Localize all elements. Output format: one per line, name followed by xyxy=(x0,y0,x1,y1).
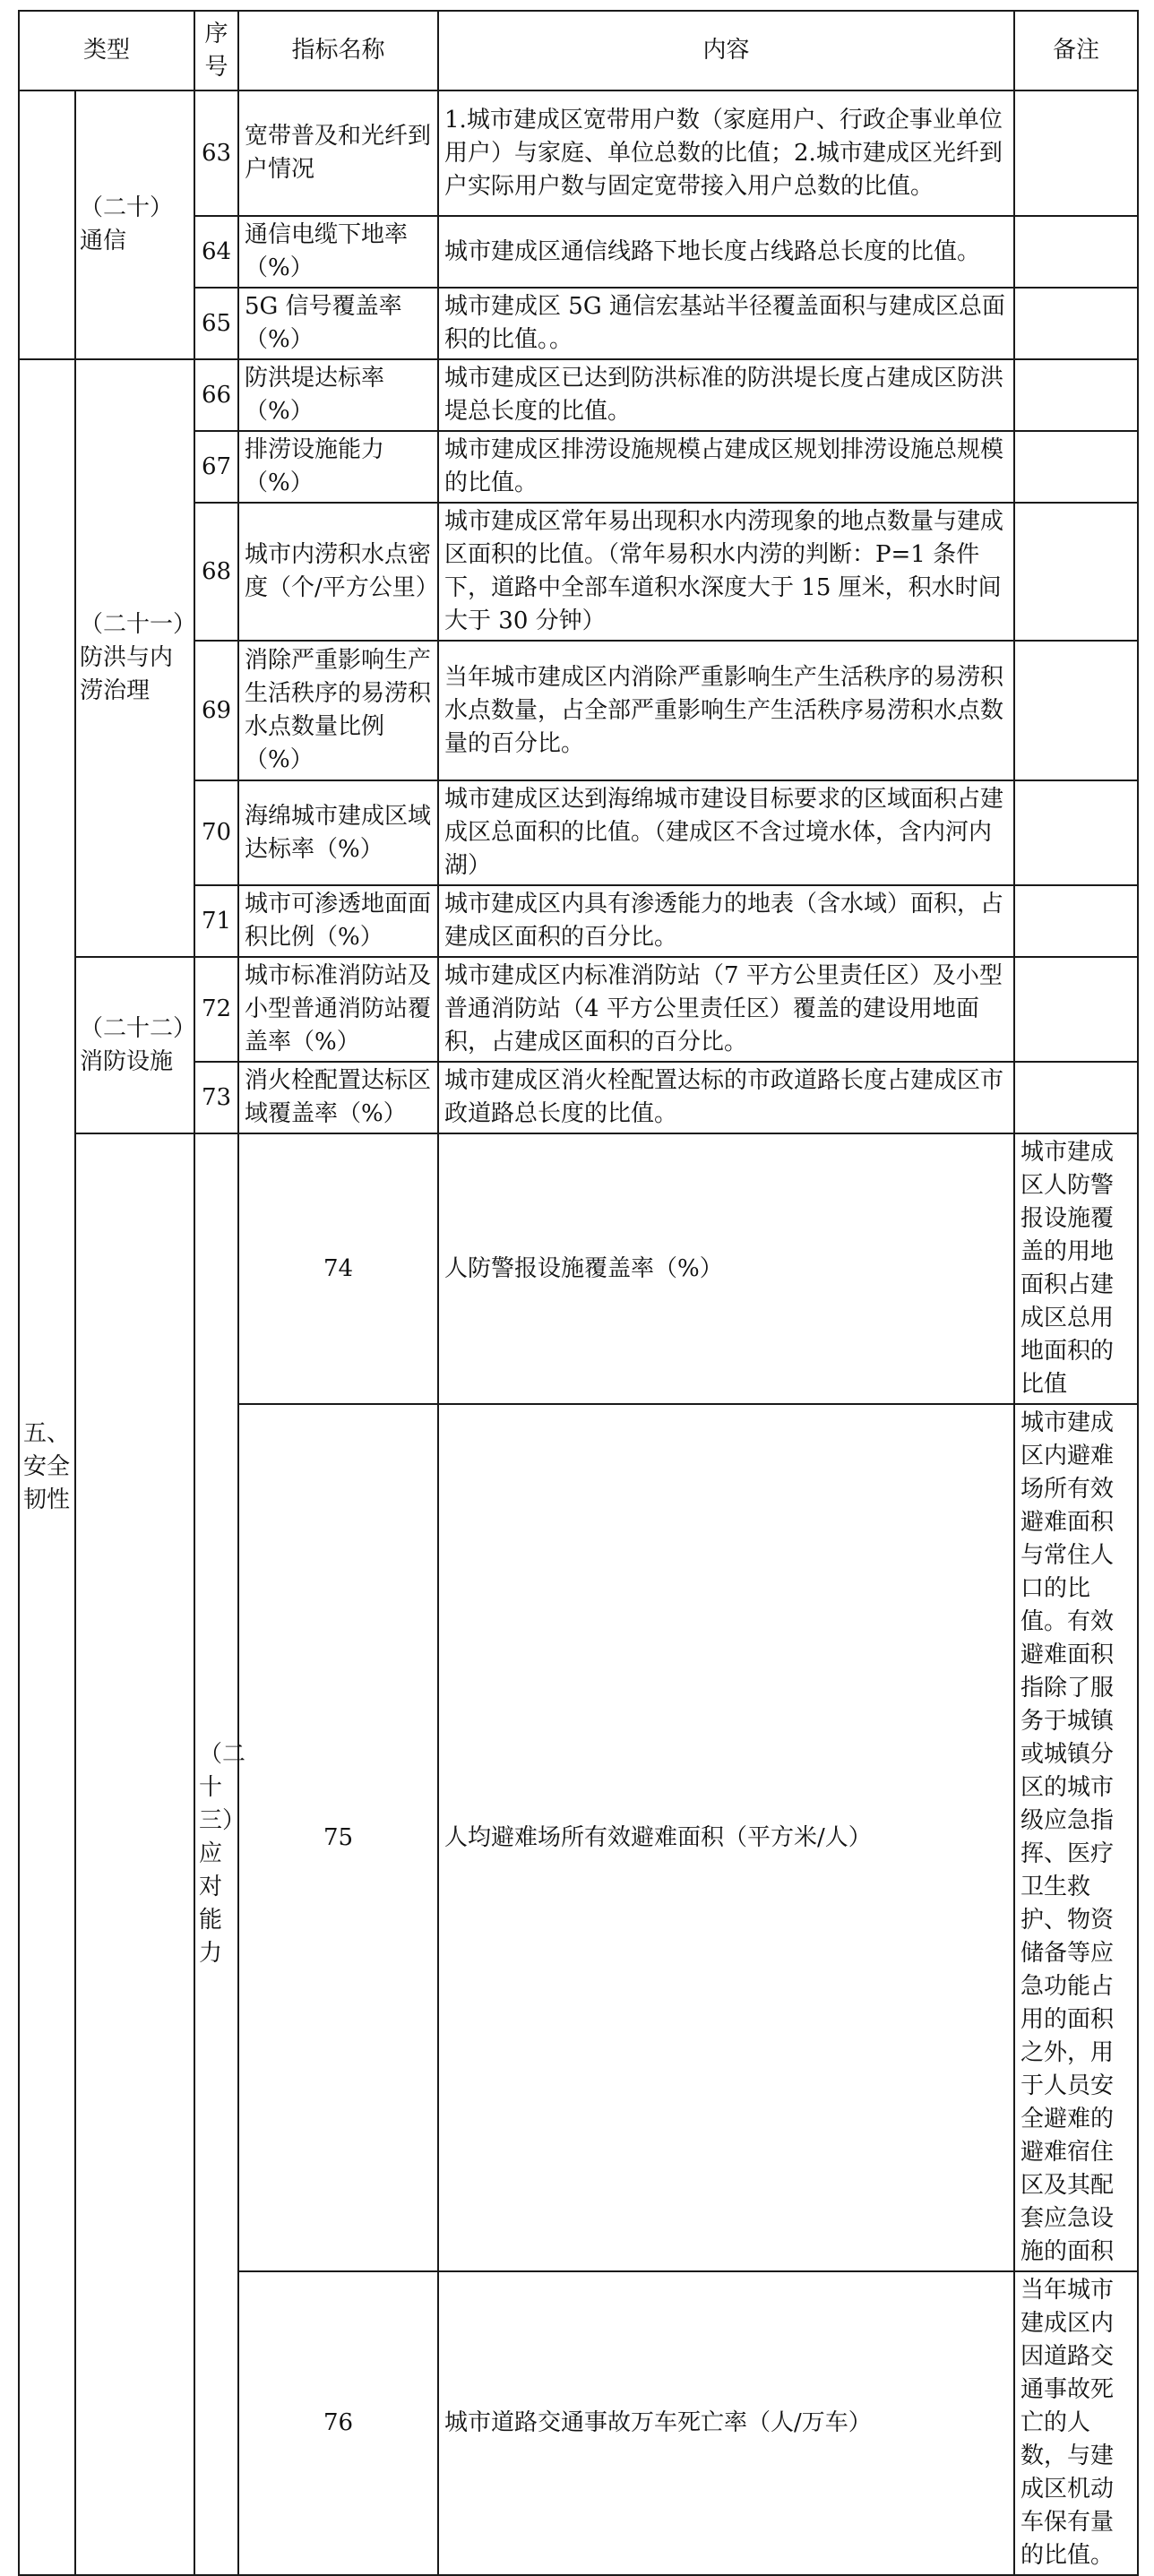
content-cell: 城市建成区通信线路下地长度占线路总长度的比值。 xyxy=(438,216,1014,288)
subcategory-cell: （二十）通信 xyxy=(75,90,194,359)
remark-cell xyxy=(1014,957,1138,1062)
header-indicator: 指标名称 xyxy=(238,11,438,90)
seq-cell: 76 xyxy=(238,2271,438,2575)
category-cell: 五、安全韧性 xyxy=(19,359,75,2575)
remark-cell xyxy=(1014,90,1138,216)
content-cell: 城市建成区达到海绵城市建设目标要求的区域面积占建成区总面积的比值。（建成区不含过境水体，含内河内湖） xyxy=(438,780,1014,885)
header-content: 内容 xyxy=(438,11,1014,90)
content-cell: 城市建成区已达到防洪标准的防洪堤长度占建成区防洪堤总长度的比值。 xyxy=(438,359,1014,431)
indicator-name-cell: 城市可渗透地面面积比例（%） xyxy=(238,885,438,957)
subcategory-cell: （二十二）消防设施 xyxy=(75,957,194,1133)
remark-cell xyxy=(1014,503,1138,641)
subcategory-cell: （二十一）防洪与内涝治理 xyxy=(75,359,194,957)
table-row xyxy=(19,1133,1138,1404)
remark-cell xyxy=(1014,780,1138,885)
content-cell: 城市建成区内具有渗透能力的地表（含水域）面积，占建成区面积的百分比。 xyxy=(438,885,1014,957)
indicator-name-cell: 宽带普及和光纤到户情况 xyxy=(238,90,438,216)
table-row xyxy=(19,90,1138,216)
indicator-name-cell: 防洪堤达标率（%） xyxy=(238,359,438,431)
indicator-name-cell: 海绵城市建成区域达标率（%） xyxy=(238,780,438,885)
content-cell: 城市建成区消火栓配置达标的市政道路长度占建成区市政道路总长度的比值。 xyxy=(438,1062,1014,1133)
content-cell: 城市建成区人防警报设施覆盖的用地面积占建成区总用地面积的比值 xyxy=(1014,1133,1138,1404)
remark-cell xyxy=(1014,1062,1138,1133)
seq-cell: 67 xyxy=(194,431,238,503)
content-cell: 1.城市建成区宽带用户数（家庭用户、行政企事业单位用户）与家庭、单位总数的比值；2.城市建成区光纤到户实际用户数与固定宽带接入用户总数的比值。 xyxy=(438,90,1014,216)
indicator-name-cell: 城市标准消防站及小型普通消防站覆盖率（%） xyxy=(238,957,438,1062)
seq-cell: 64 xyxy=(194,216,238,288)
seq-cell: 66 xyxy=(194,359,238,431)
seq-cell: 70 xyxy=(194,780,238,885)
indicator-name-cell: 人均避难场所有效避难面积（平方米/人） xyxy=(438,1404,1014,2271)
indicator-name-cell: 5G 信号覆盖率（%） xyxy=(238,288,438,359)
seq-cell: 74 xyxy=(238,1133,438,1404)
content-cell: 城市建成区内标准消防站（7 平方公里责任区）及小型普通消防站（4 平方公里责任区）覆盖的建设用地面积，占建成区面积的百分比。 xyxy=(438,957,1014,1062)
remark-cell xyxy=(1014,641,1138,780)
table-row xyxy=(19,957,1138,1062)
indicator-table xyxy=(18,10,1139,2576)
content-cell: 城市建成区排涝设施规模占建成区规划排涝设施总规模的比值。 xyxy=(438,431,1014,503)
seq-cell: 65 xyxy=(194,288,238,359)
seq-cell: 68 xyxy=(194,503,238,641)
category-blank-cell xyxy=(75,1133,194,2575)
seq-cell: 73 xyxy=(194,1062,238,1133)
indicator-name-cell: 消除严重影响生产生活秩序的易涝积水点数量比例（%） xyxy=(238,641,438,780)
content-cell: 当年城市建成区内消除严重影响生产生活秩序的易涝积水点数量，占全部严重影响生产生活秩序易涝积水点数量的百分比。 xyxy=(438,641,1014,780)
subcategory-cell: （二十三）应对能力 xyxy=(194,1133,238,2575)
seq-cell: 63 xyxy=(194,90,238,216)
remark-cell xyxy=(1014,288,1138,359)
seq-cell: 72 xyxy=(194,957,238,1062)
category-blank-cell xyxy=(19,90,75,359)
header-row xyxy=(19,11,1138,90)
indicator-name-cell: 人防警报设施覆盖率（%） xyxy=(438,1133,1014,1404)
indicator-name-cell: 城市内涝积水点密度（个/平方公里） xyxy=(238,503,438,641)
indicator-name-cell: 消火栓配置达标区域覆盖率（%） xyxy=(238,1062,438,1133)
seq-cell: 69 xyxy=(194,641,238,780)
seq-cell: 71 xyxy=(194,885,238,957)
indicator-name-cell: 排涝设施能力（%） xyxy=(238,431,438,503)
seq-cell: 75 xyxy=(238,1404,438,2271)
content-cell: 当年城市建成区内因道路交通事故死亡的人数，与建成区机动车保有量的比值。 xyxy=(1014,2271,1138,2575)
content-cell: 城市建成区内避难场所有效避难面积与常住人口的比值。有效避难面积指除了服务于城镇或城镇分区的城市级应急指挥、医疗卫生救护、物资储备等应急功能占用的面积之外，用于人员安全避难的避难宿住区及其配套应急设施的面积 xyxy=(1014,1404,1138,2271)
remark-cell xyxy=(1014,431,1138,503)
content-cell: 城市建成区 5G 通信宏基站半径覆盖面积与建成区总面积的比值。。 xyxy=(438,288,1014,359)
table-row xyxy=(19,359,1138,431)
remark-cell xyxy=(1014,359,1138,431)
indicator-name-cell: 通信电缆下地率（%） xyxy=(238,216,438,288)
content-cell: 城市建成区常年易出现积水内涝现象的地点数量与建成区面积的比值。（常年易积水内涝的判断：P=1 条件下，道路中全部车道积水深度大于 15 厘米，积水时间大于 30 分钟） xyxy=(438,503,1014,641)
header-remark: 备注 xyxy=(1014,11,1138,90)
remark-cell xyxy=(1014,216,1138,288)
remark-cell xyxy=(1014,885,1138,957)
header-type: 类型 xyxy=(19,11,194,90)
header-seq: 序号 xyxy=(194,11,238,90)
indicator-name-cell: 城市道路交通事故万车死亡率（人/万车） xyxy=(438,2271,1014,2575)
